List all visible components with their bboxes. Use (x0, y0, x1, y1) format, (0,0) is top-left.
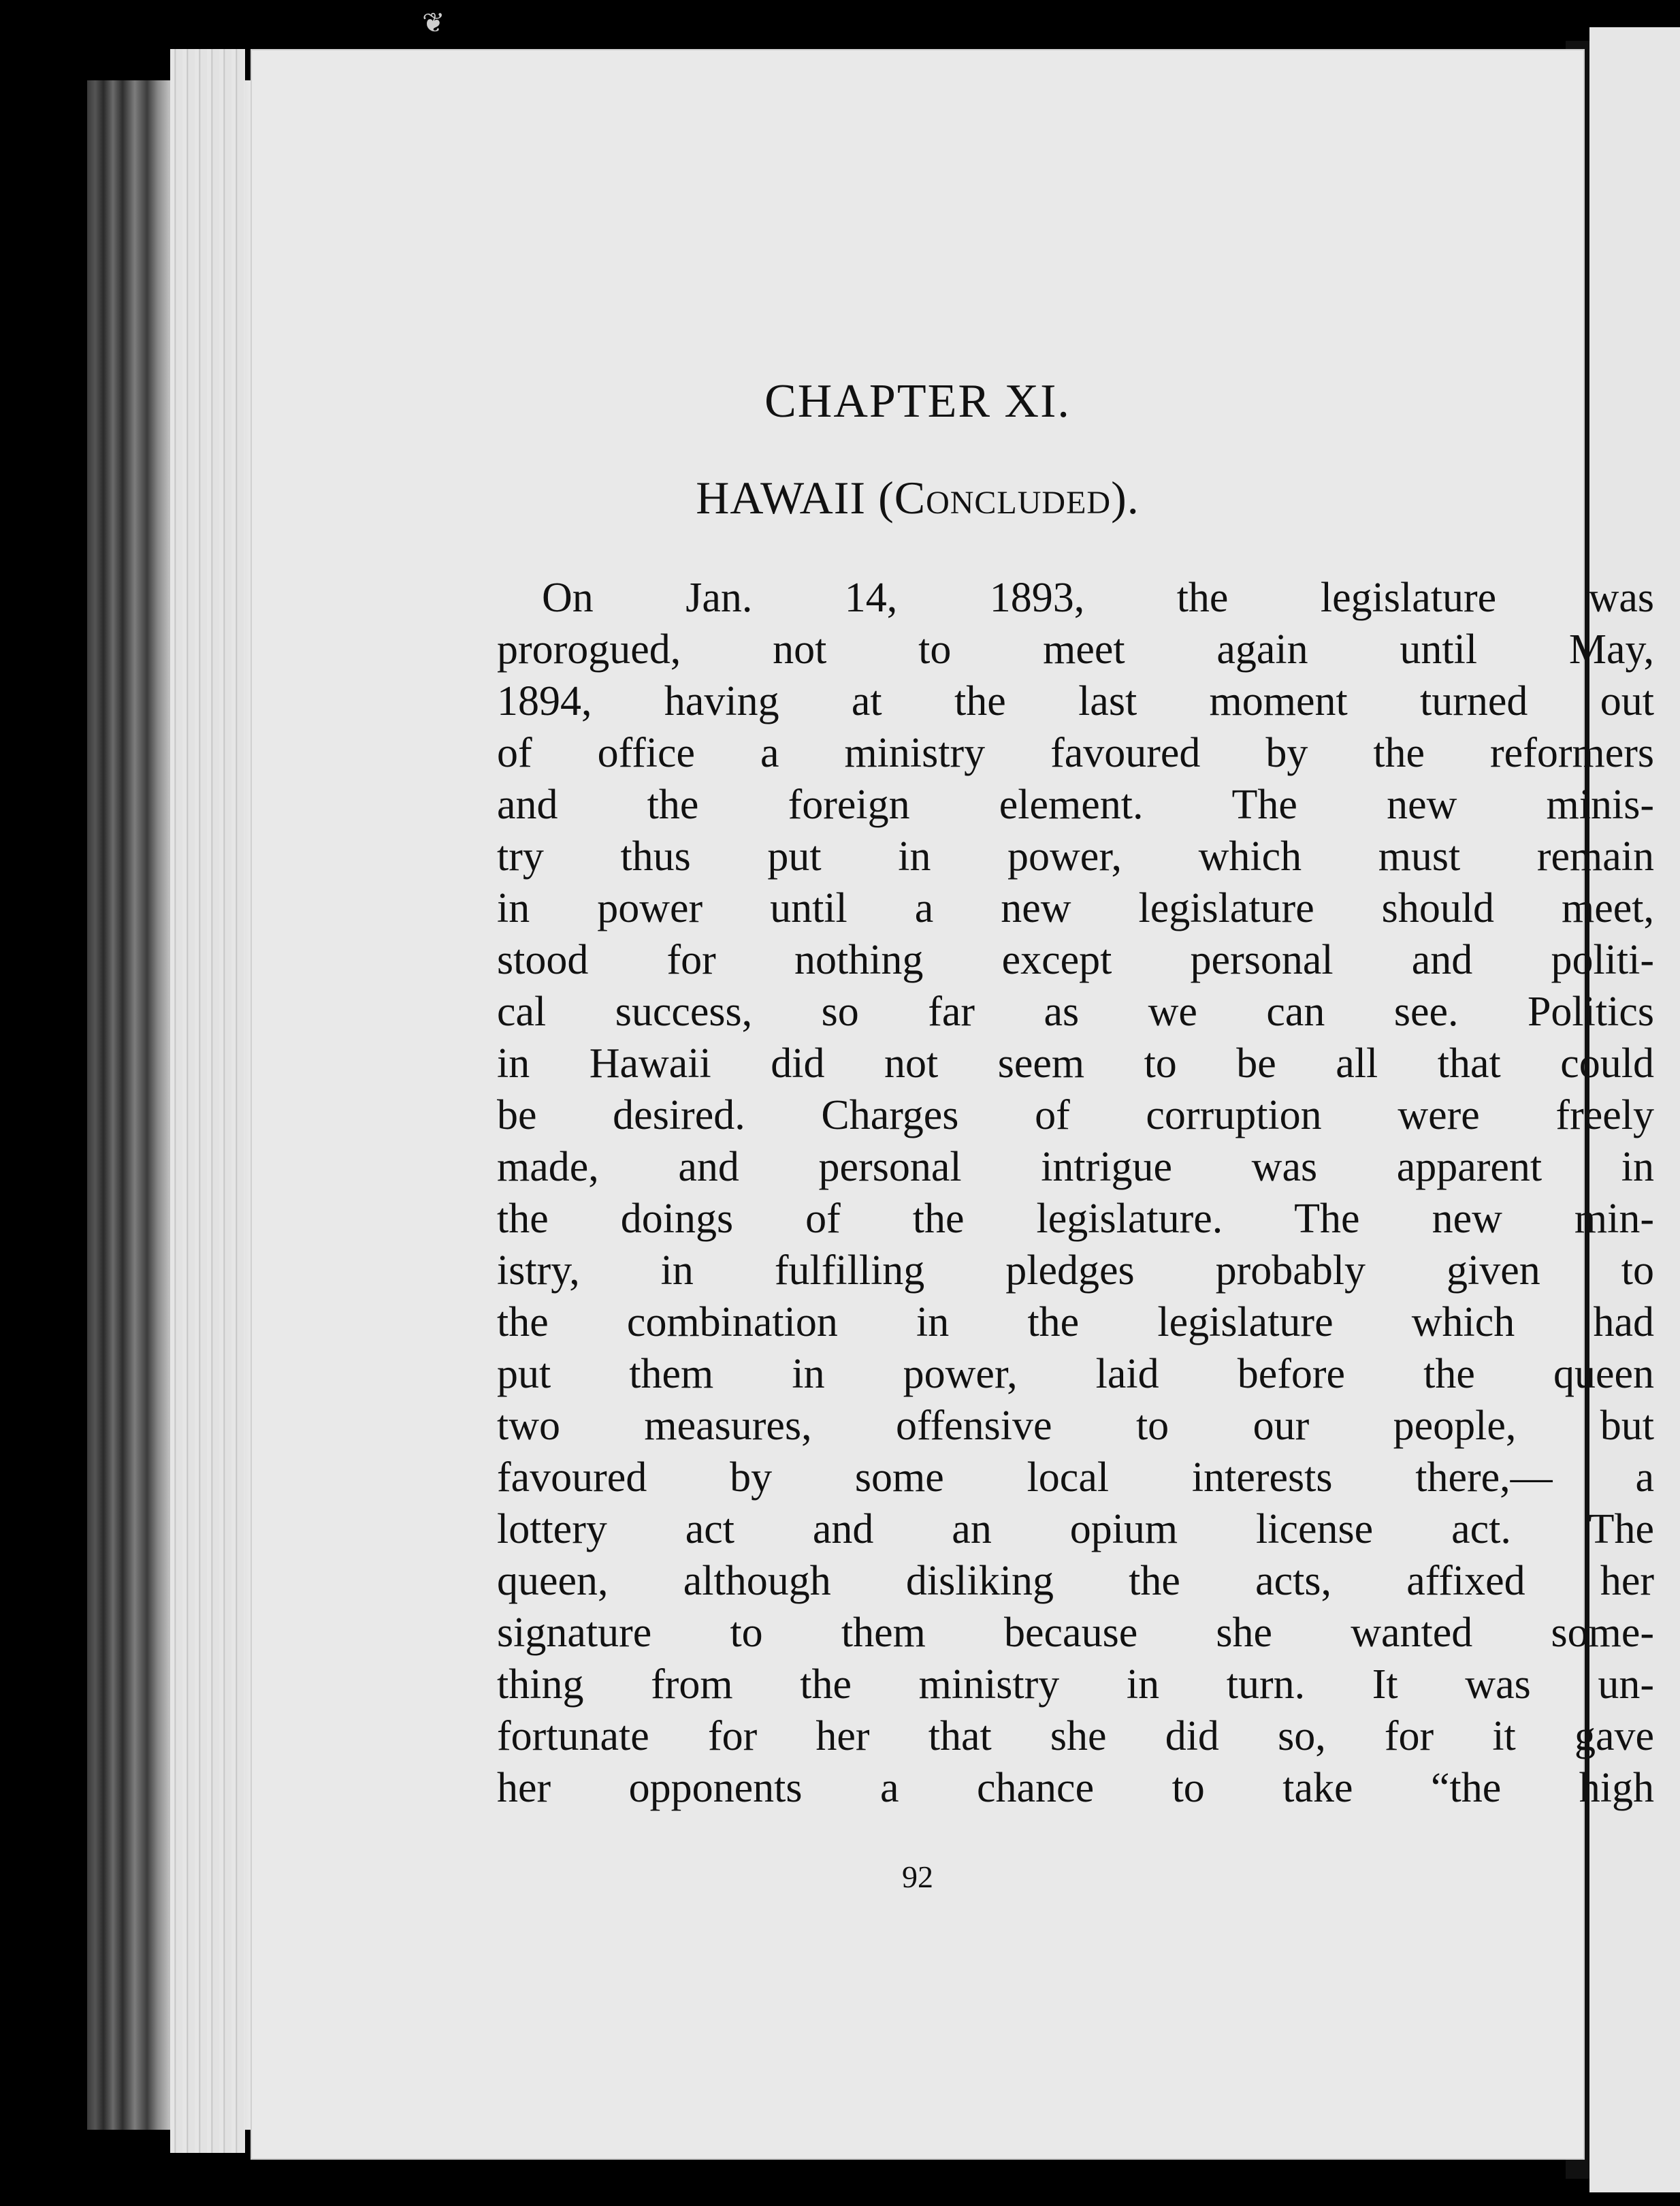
text-line: stood for nothing except personal and politi- (497, 937, 1654, 983)
text-line: 1894, having at the last moment turned out (497, 678, 1654, 724)
text-line: of office a ministry favoured by the reformers (497, 730, 1654, 776)
text-line: put them in power, laid before the queen (497, 1351, 1654, 1397)
text-line: the doings of the legislature. The new min- (497, 1196, 1654, 1242)
body-text (497, 572, 1654, 1814)
chapter-title-end: ). (1111, 472, 1140, 524)
text-line: istry, in fulfilling pledges probably given to (497, 1247, 1654, 1294)
text-line: favoured by some local interests there,— a (497, 1454, 1654, 1501)
chapter-title (251, 471, 1585, 525)
text-line: On Jan. 14, 1893, the legislature was (542, 575, 1654, 621)
text-line: queen, although disliking the acts, affixed her (497, 1558, 1654, 1604)
text-line: prorogued, not to meet again until May, (497, 626, 1654, 673)
text-line: be desired. Charges of corruption were freely (497, 1092, 1654, 1138)
text-line: made, and personal intrigue was apparent in (497, 1144, 1654, 1190)
text-line: thing from the ministry in turn. It was un- (497, 1661, 1654, 1708)
text-line: try thus put in power, which must remain (497, 833, 1654, 880)
text-line: lottery act and an opium license act. The (497, 1506, 1654, 1552)
text-line: cal success, so far as we can see. Politics (497, 989, 1654, 1035)
text-line: her opponents a chance to take “the high (497, 1765, 1654, 1811)
page-edges-inner (170, 49, 245, 2153)
text-line: in Hawaii did not seem to be all that could (497, 1040, 1654, 1087)
scan-ornament-icon: ❦ (422, 7, 445, 38)
text-line: signature to them because she wanted some- (497, 1610, 1654, 1656)
page-number: 92 (902, 1859, 933, 1894)
text-line: in power until a new legislature should meet, (497, 885, 1654, 931)
text-line: fortunate for her that she did so, for it gave (497, 1713, 1654, 1759)
chapter-title-main: HAWAII ( (696, 472, 894, 524)
book-page (251, 49, 1654, 2160)
chapter-heading: CHAPTER XI. (764, 375, 1071, 428)
chapter-title-smallcaps: Concluded (894, 472, 1112, 524)
text-line: and the foreign element. The new minis- (497, 782, 1654, 828)
text-line: the combination in the legislature which had (497, 1299, 1654, 1345)
text-line: two measures, offensive to our people, but (497, 1403, 1654, 1449)
